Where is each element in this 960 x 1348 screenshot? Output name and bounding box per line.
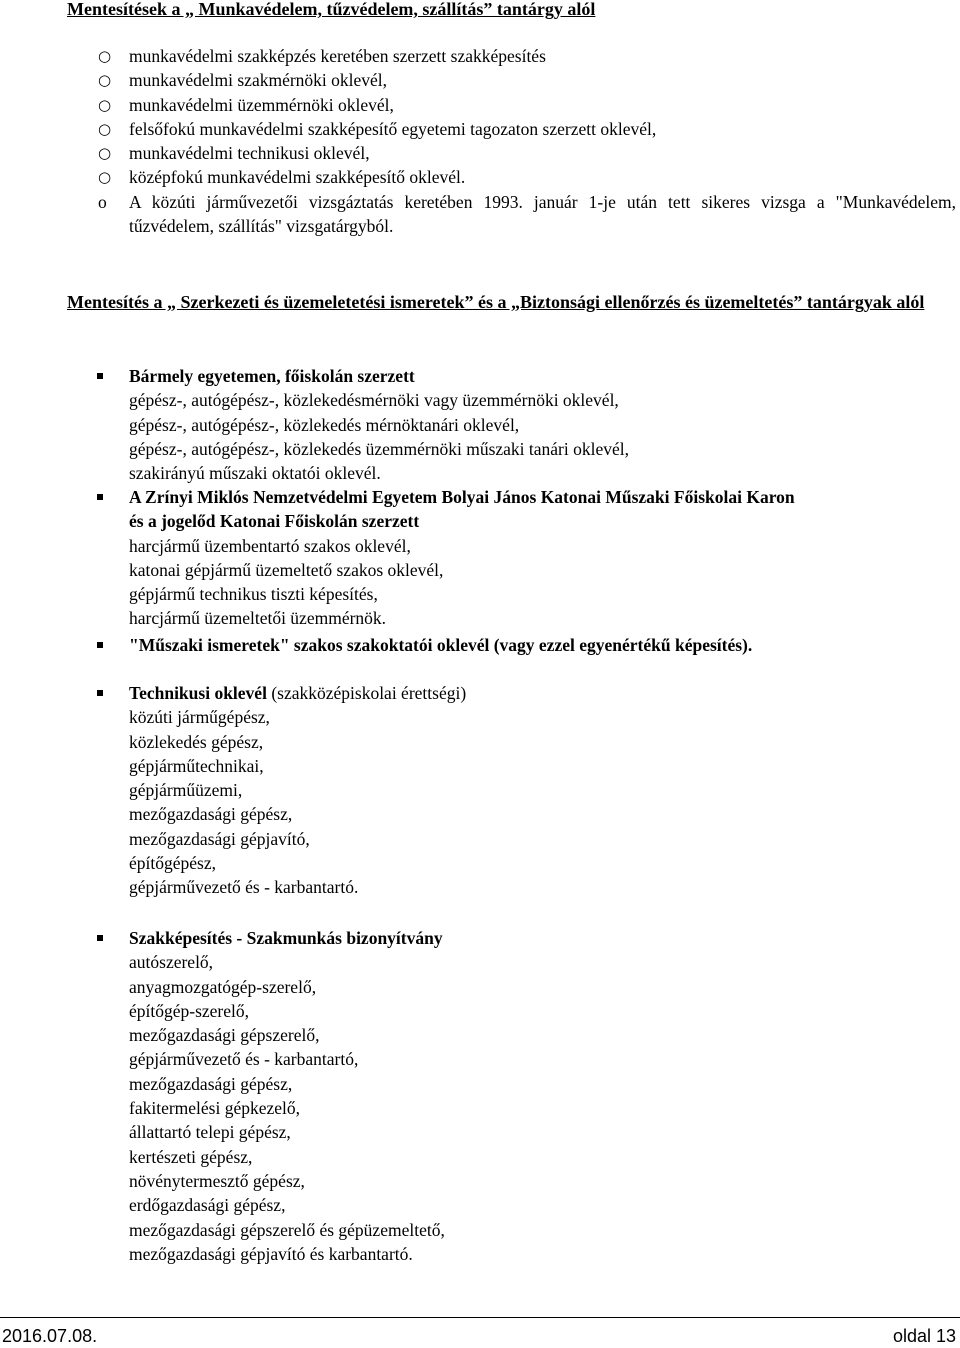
- group-line: építőgépész,: [129, 853, 216, 874]
- group-title: A Zrínyi Miklós Nemzetvédelmi Egyetem Bolyai János Katonai Műszaki Főiskolai Karon: [129, 487, 795, 507]
- footer-date: 2016.07.08.: [2, 1326, 98, 1346]
- list-item: [0, 190, 956, 239]
- qualification-group: [129, 926, 949, 1266]
- circle-bullet-icon: ○: [98, 144, 112, 163]
- circle-bullet-icon: ○: [98, 71, 112, 90]
- square-bullet-icon: [97, 373, 103, 379]
- group-line: gépjárműtechnikai,: [129, 755, 264, 776]
- group-line: mezőgazdasági gépszerelő és gépüzemeltető,: [129, 1219, 445, 1240]
- list-item: [0, 68, 960, 92]
- group-line: anyagmozgatógép-szerelő,: [129, 976, 317, 997]
- group-line: gépész-, autógépész-, közlekedés mérnöktanári oklevél,: [129, 414, 520, 435]
- group-line: erdőgazdasági gépész,: [129, 1195, 286, 1216]
- list-item: [0, 44, 960, 68]
- circle-bullet-icon: ○: [98, 168, 112, 187]
- group-title: Szakképesítés - Szakmunkás bizonyítvány: [129, 928, 443, 948]
- list-item-text: munkavédelmi szakmérnöki oklevél,: [129, 70, 388, 91]
- list-item-text: A közúti járművezetői vizsgáztatás keretében 1993. január 1-je után tett sikeres vizsga a "Munkavédelem, tűzvédelem, szállítás" vizsgatárgyból.: [129, 191, 956, 237]
- group-title-rest: (szakközépiskolai érettségi): [266, 683, 467, 703]
- square-bullet-icon: [97, 642, 103, 648]
- list-item-text: felsőfokú munkavédelmi szakképesítő egyetemi tagozaton szerzett oklevél,: [129, 118, 657, 139]
- square-bullet-icon: [97, 690, 103, 696]
- group-title: [129, 681, 949, 705]
- qualification-group: [129, 485, 949, 631]
- group-line: mezőgazdasági gépszerelő,: [129, 1025, 320, 1046]
- group-line: mezőgazdasági gépjavító és karbantartó.: [129, 1243, 413, 1264]
- group-line: mezőgazdasági gépész,: [129, 804, 293, 825]
- circle-bullet-icon: ○: [98, 119, 112, 138]
- list-item: [0, 117, 960, 141]
- page-number: oldal 13: [892, 1326, 956, 1346]
- group-line: fakitermelési gépkezelő,: [129, 1098, 301, 1119]
- group-line: építőgép-szerelő,: [129, 1000, 250, 1021]
- group-title: és a jogelőd Katonai Főiskolán szerzett: [129, 511, 420, 532]
- group-line: gépész-, autógépész-, közlekedés üzemmérnöki műszaki tanári oklevél,: [129, 438, 630, 459]
- qualification-group: [129, 633, 949, 657]
- list-item-text: munkavédelmi üzemmérnöki oklevél,: [129, 94, 394, 115]
- group-line: harcjármű üzemeltetői üzemmérnök.: [129, 608, 387, 629]
- group-line: szakirányú műszaki oktatói oklevél.: [129, 463, 381, 484]
- group-line: katonai gépjármű üzemeltető szakos oklevél,: [129, 559, 444, 580]
- list-item-text: munkavédelmi technikusi oklevél,: [129, 143, 370, 164]
- group-line: gépjármű technikus tiszti képesítés,: [129, 584, 378, 605]
- square-bullet-icon: [97, 494, 103, 500]
- group-line: közúti járműgépész,: [129, 707, 270, 728]
- group-line: gépész-, autógépész-, közlekedésmérnöki vagy üzemmérnöki oklevél,: [129, 390, 619, 411]
- qualification-group: [129, 681, 949, 900]
- list-item: [0, 141, 960, 165]
- qualification-group: [129, 364, 949, 485]
- group-title-bold: Technikusi oklevél: [129, 683, 267, 703]
- section1-heading: Mentesítések a „ Munkavédelem, tűzvédelem, szállítás” tantárgy alól: [67, 0, 596, 19]
- circle-bullet-icon: ○: [98, 47, 112, 65]
- group-line: mezőgazdasági gépész,: [129, 1073, 293, 1094]
- section2-heading: Mentesítés a „ Szerkezeti és üzemeletetési ismeretek” és a „Biztonsági ellenőrzés és üzemeltetés” tantárgyak alól: [67, 292, 925, 312]
- square-bullet-icon: [97, 935, 103, 941]
- group-line: gépjárműüzemi,: [129, 780, 243, 801]
- exemption-list: [0, 44, 960, 238]
- list-item-text: munkavédelmi szakképzés keretében szerzett szakképesítés: [129, 46, 546, 66]
- group-line: gépjárművezető és - karbantartó.: [129, 877, 359, 898]
- group-line: gépjárművezető és - karbantartó,: [129, 1049, 359, 1070]
- list-item: [0, 93, 960, 117]
- group-line: állattartó telepi gépész,: [129, 1122, 291, 1143]
- group-line: mezőgazdasági gépjavító,: [129, 828, 310, 849]
- o-bullet-icon: o: [98, 191, 107, 212]
- group-title: "Műszaki ismeretek" szakos szakoktatói oklevél (vagy ezzel egyenértékű képesítés).: [129, 635, 753, 655]
- group-line: növénytermesztő gépész,: [129, 1170, 305, 1191]
- page-footer: [0, 1317, 960, 1348]
- group-line: közlekedés gépész,: [129, 731, 264, 752]
- list-item-text: középfokú munkavédelmi szakképesítő oklevél.: [129, 167, 466, 188]
- circle-bullet-icon: ○: [98, 95, 112, 114]
- group-title: Bármely egyetemen, főiskolán szerzett: [129, 366, 415, 386]
- list-item: [0, 165, 960, 189]
- group-line: autószerelő,: [129, 952, 214, 973]
- group-line: kertészeti gépész,: [129, 1146, 253, 1167]
- group-line: harcjármű üzembentartó szakos oklevél,: [129, 535, 411, 556]
